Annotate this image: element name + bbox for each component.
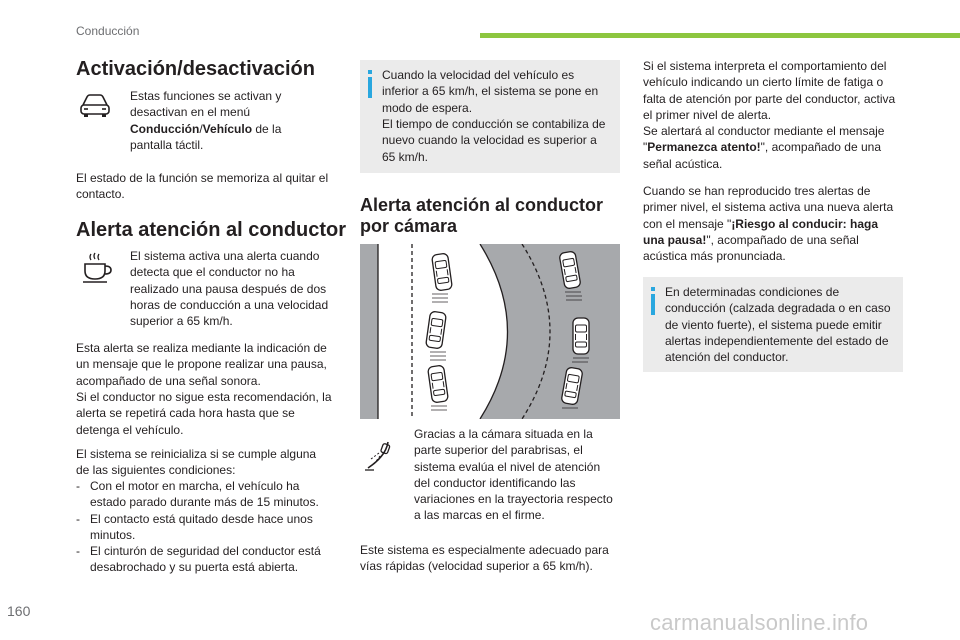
info-conditions-text: En determinadas condiciones de conducción (calzada degradada o en caso de viento fuerte), el sistema puede emitir alertas independientemente del estado de atención del conductor. (665, 285, 891, 365)
info-speed-line-2: El tiempo de conducción se contabiliza de nuevo cuando la velocidad es superior a 65 km/h. (382, 117, 606, 164)
second-level-alert-text: Cuando se han reproducido tres alertas de primer nivel, el sistema activa una nueva alerta con el mensaje " (643, 184, 894, 231)
title-driver-alert: Alerta atención al conductor (76, 219, 347, 241)
list-item (76, 478, 338, 511)
activation-text-part: de la pantalla táctil. (130, 121, 282, 152)
car-menu-icon (78, 91, 112, 121)
camera-text: Gracias a la cámara situada en la parte superior del parabrisas, el sistema evalúa el nivel de atención del conductor identificando las variaciones en la trayectoria respecto a las marcas en el firme. (414, 427, 613, 523)
list-item-text: El cinturón de seguridad del conductor está desabrochado y su puerta está abierta. (90, 544, 321, 575)
activation-text-part: Estas funciones se activan y desactivan en el menú (130, 89, 282, 120)
page-number: 160 (7, 603, 31, 619)
camera-windshield-icon (362, 438, 396, 468)
watermark: carmanualsonline.info (650, 610, 869, 635)
title-activation: Activación/desactivación (76, 58, 315, 80)
second-level-alert-text: ", acompañado de una señal acústica más pronunciada. (643, 232, 859, 264)
menu-vehiculo: Vehículo (202, 121, 253, 136)
header-accent-bar (480, 33, 960, 38)
message-stay-alert: Permanezca atento! (647, 140, 761, 155)
menu-conduccion: Conducción (130, 121, 200, 136)
alert-para-2: Si el conductor no sigue esta recomendación, la alerta se repetirá cada hora hasta que se detenga el vehículo. (76, 390, 332, 437)
list-item-text: Con el motor en marcha, el vehículo ha estado parado durante más de 15 minutos. (90, 479, 319, 510)
first-level-alert-text: ", acompañado de una señal acústica. (643, 140, 881, 171)
coffee-cup-icon (80, 251, 114, 281)
title-camera-alert: Alerta atención al conductor por cámara (360, 195, 604, 236)
list-item-text: El contacto está quitado desde hace unos minutos. (90, 511, 313, 542)
camera-suitability: Este sistema es especialmente adecuado para vías rápidas (velocidad superior a 65 km/h). (360, 543, 609, 574)
info-box-speed (360, 60, 620, 173)
info-icon (651, 287, 655, 315)
info-box-conditions (643, 277, 903, 372)
reset-conditions-list (76, 478, 338, 576)
message-take-break: ¡Riesgo al conducir: haga una pausa! (643, 216, 879, 247)
first-level-alert-text: Si el sistema interpreta el comportamiento del vehículo indicando un cierto límite de fatiga o falta de atención por parte del conductor, activa el primer nivel de alerta. (643, 59, 896, 122)
menu-separator: / (199, 121, 203, 136)
list-item (76, 511, 338, 544)
lane-diagram (360, 244, 620, 419)
info-icon (368, 70, 372, 98)
driver-alert-text: El sistema activa una alerta cuando detecta que el conductor no ha realizado una pausa después de dos horas de conducción a una velocidad superior a 65 km/h. (130, 249, 329, 329)
alert-para-1: Esta alerta se realiza mediante la indicación de un mensaje que le propone realizar una pausa, acompañado de una señal sonora. (76, 341, 327, 388)
second-level-alert (643, 183, 901, 264)
activation-text (130, 88, 295, 153)
memo-text: El estado de la función se memoriza al quitar el contacto. (76, 171, 329, 202)
first-level-alert-text: Se alertará al conductor mediante el mensaje " (643, 124, 885, 155)
info-speed-line-1: Cuando la velocidad del vehículo es inferior a 65 km/h, el sistema se pone en modo de espera. (382, 68, 599, 115)
first-level-alert (643, 58, 905, 172)
section-label: Conducción (76, 24, 140, 38)
reset-conditions-intro: El sistema se reinicializa si se cumple alguna de las siguientes condiciones: (76, 447, 317, 478)
list-dash: - (76, 479, 80, 493)
list-dash: - (76, 544, 80, 559)
list-dash: - (76, 511, 80, 526)
list-item (76, 543, 338, 576)
